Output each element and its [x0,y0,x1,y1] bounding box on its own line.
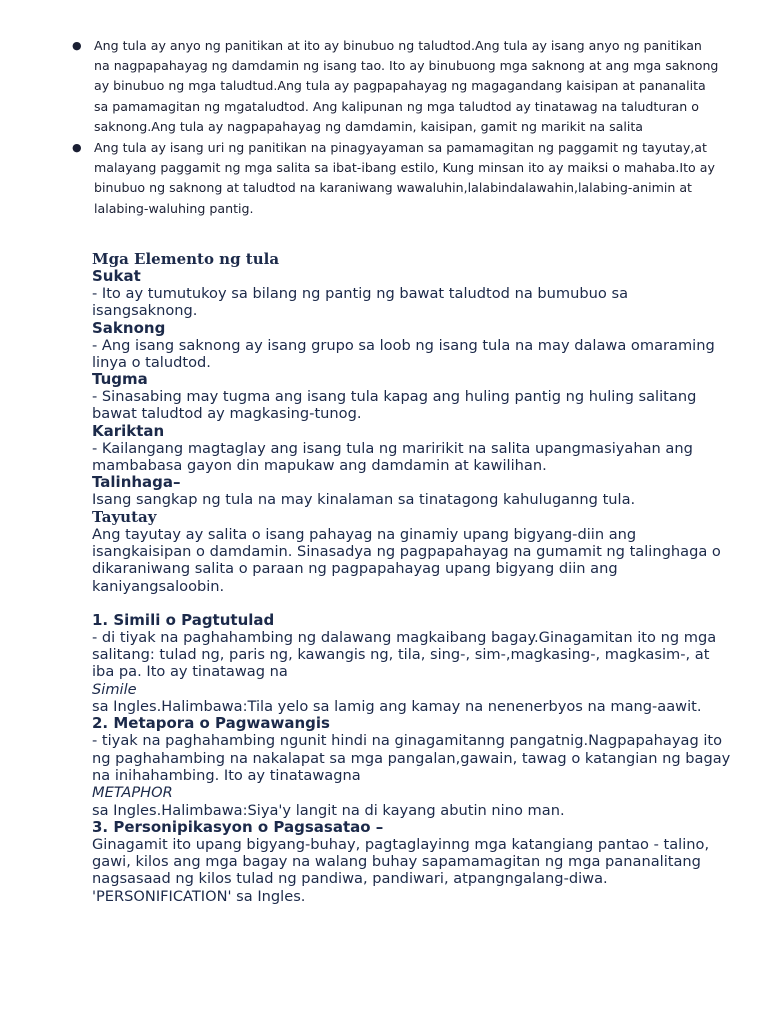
metapora-term: METAPHOR [92,784,173,802]
intro-bullet-text: Ang tula ay anyo ng panitikan at ito ay binubuo ng taludtod.Ang tula ay isang anyo ng panitikan na nagpapahayag ng damdamin ng isang tao. Ito ay binubuong mga saknong at ang mga saknong ay binubuo ng mga taludtud.Ang tula ay pagpapahayag ng magagandang kaisipan at pananalita sa pamamagitan ng mgataludtod. Ang kalipunan ng mga taludtod ay tinatawag na taludturan o saknong.Ang tula ay nagpapahayag ng damdamin, kaisipan, gamit ng marikit na salita [94,38,719,134]
talinhaga-heading: Talinhaga– [92,473,181,492]
intro-bullet-1 [70,36,720,137]
tayutay-text: Ang tayutay ay salita o isang pahayag na ginamiy upang bigyang-diin ang isangkaisipan o damdamin. Sinasadya ng pagpapahayag na gumamit ng talinghaga o dikaraniwang salita o paraan ng pagpapahayag upang bigyang diin ang kaniyangsaloobin. [92,525,721,595]
talinhaga-text: Isang sangkap ng tula na may kinalaman sa tinatagong kahuluganng tula. [92,491,636,509]
tayutay-heading: Tayutay [92,507,157,526]
saknong-text: - Ang isang saknong ay isang grupo sa loob ng isang tula na may dalawa omaraming linya o taludtod. [92,336,715,371]
sukat-heading: Sukat [92,267,141,285]
simili-text: - di tiyak na paghahambing ng dalawang magkaibang bagay.Ginagamitan ito ng mga salitang: tulad ng, paris ng, kawangis ng, tila, sing-, sim-,magkasing-, magkasim-, at iba pa. Ito ay tinatawag na [92,628,717,681]
section-spacer [92,595,732,612]
simili-heading: 1. Simili o Pagtutulad [92,610,275,629]
intro-bullet-text: Ang tula ay isang uri ng panitikan na pinagyayaman sa pamamagitan ng paggamit ng tayutay,at malayang paggamit ng mga salita sa ibat-ibang estilo, Kung minsan ito ay maiksi o mahaba.Ito ay binubuo ng saknong at taludtod na karaniwang wawaluhin,lalabindalawahin,lalabing-animin at lalabing-waluhing pantig. [94,140,715,216]
personipikasyon-heading: 3. Personipikasyon o Pagsasatao – [92,817,384,836]
simili-example: sa Ingles.Halimbawa:Tila yelo sa lamig ang kamay na nenenerbyos na mang-aawit. [92,698,702,716]
metapora-example: sa Ingles.Halimbawa:Siya'y langit na di kayang abutin nino man. [92,801,565,819]
bullet-dot-icon: ● [72,141,82,155]
tugma-heading: Tugma [92,370,148,389]
bullet-dot-icon: ● [72,39,82,52]
kariktan-heading: Kariktan [92,421,165,440]
intro-bullet-2 [70,138,720,219]
section-title: Mga Elemento ng tula [92,250,280,268]
metapora-heading: 2. Metapora o Pagwawangis [92,714,330,733]
saknong-heading: Saknong [92,318,166,337]
personipikasyon-text: Ginagamit ito upang bigyang-buhay, pagtaglayinng mga katangiang pantao - talino, gawi, kilos ang mga bagay na walang buhay sapamamagitan ng mga pananalitang nagsasaad ng kilos tulad ng pandiwa, pandiwari, atpangngalang-diwa. 'PERSONIFICATION' sa Ingles. [92,835,710,905]
sukat-text: - Ito ay tumutukoy sa bilang ng pantig ng bawat taludtod na bumubuo sa isangsaknong. [92,285,629,320]
simili-term: Simile [92,680,137,698]
elements-section [92,251,732,905]
metapora-text: - tiyak na paghahambing ngunit hindi na ginagamitanng pangatnig.Nagpapahayag ito ng paghahambing na nakalapat sa mga pangalan,gawain, tawag o katangian ng bagay na inihahambing. Ito ay tinatawagna [92,732,731,784]
kariktan-text: - Kailangang magtaglay ang isang tula ng maririkit na salita upangmasiyahan ang mambabasa gayon din mapukaw ang damdamin at kawilihan. [92,439,693,475]
tugma-text: - Sinasabing may tugma ang isang tula kapag ang huling pantig ng huling salitang bawat taludtod ay magkasing-tunog. [92,388,697,423]
intro-bullet-list [70,36,720,219]
